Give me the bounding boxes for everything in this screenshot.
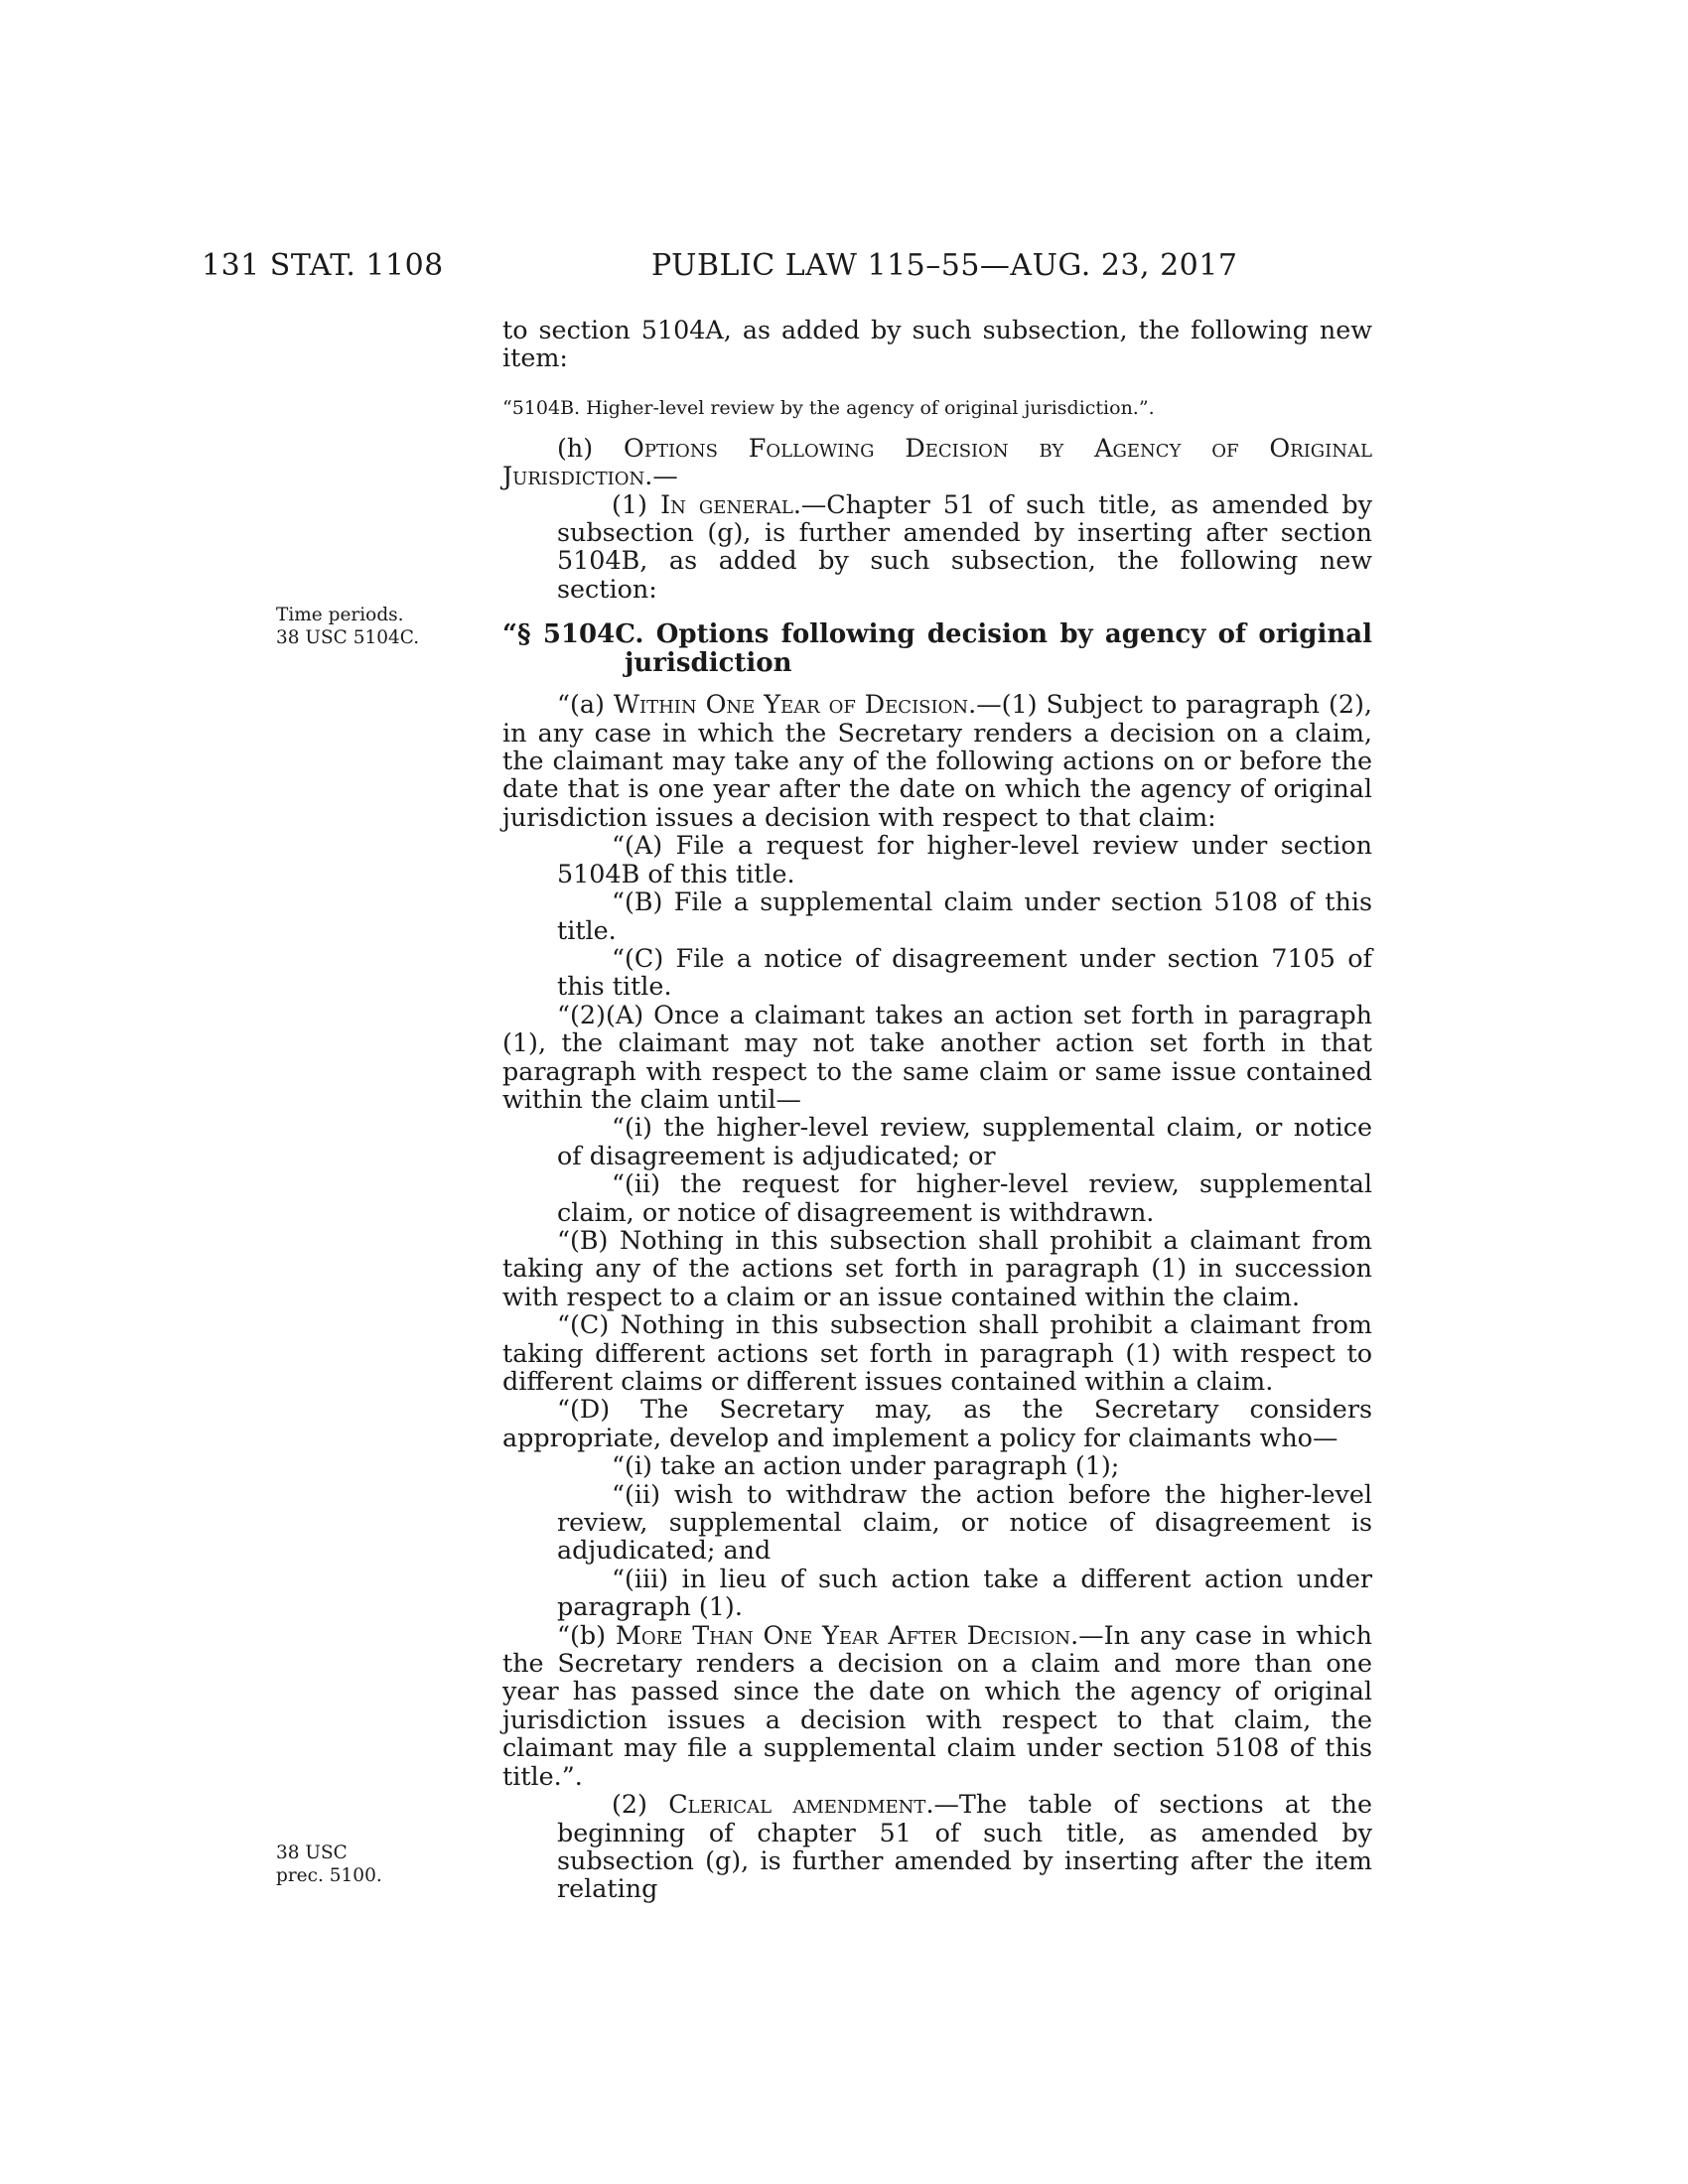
section-5104c-heading: “§ 5104C. Options following decision by agency of original jurisdiction <box>502 619 1372 679</box>
clause-2A-i: “(i) the higher-level review, supplemental claim, or notice of disagreement is adjudicated; or <box>557 1112 1372 1170</box>
item-a-A: “(A) File a request for higher-level review under section 5104B of this title. <box>557 830 1372 888</box>
margin-note-time-periods: Time periods. <box>276 605 404 625</box>
intro-paragraph: to section 5104A, as added by such subsection, the following new item: <box>502 315 1372 373</box>
item-a-B: “(B) File a supplemental claim under section 5108 of this title. <box>557 887 1372 945</box>
subsection-b: “(b) More Than One Year After Decision.—In any case in which the Secretary renders a decision on a claim and more than one year has passed since the date on which the agency of original jurisdiction issues a decision with respect to that claim, the claimant may file a supplemental claim under section 5108 of this title.”. <box>502 1619 1372 1791</box>
subsection-h: (h) Options Following Decision by Agency of Original Jurisdiction.— <box>502 432 1372 491</box>
clause-2D-ii: “(ii) wish to withdraw the action before the higher-level review, supplemental claim, or notice of disagreement is adjudicated; and <box>557 1478 1372 1566</box>
table-item-5104b: “5104B. Higher-level review by the agency of original jurisdiction.”. <box>502 396 1155 419</box>
item-a-C: “(C) File a notice of disagreement under section 7105 of this title. <box>557 942 1372 1002</box>
paragraph-1-in-general: (1) In general.—Chapter 51 of such title, as amended by subsection (g), is further amended by inserting after section 5104B, as added by such subsection, the following new section: <box>557 488 1372 604</box>
margin-note-prec: prec. 5100. <box>276 1865 382 1886</box>
public-law-header: PUBLIC LAW 115–55—AUG. 23, 2017 <box>651 248 1238 283</box>
subsection-a: “(a) Within One Year of Decision.—(1) Subject to paragraph (2), in any case in which the Secretary renders a decision on a claim, the claimant may take any of the following actions on or before the date that is one year after the date on which the agency of original jurisdiction issues a decision with respect to that claim: <box>502 689 1372 832</box>
paragraph-2B: “(B) Nothing in this subsection shall prohibit a claimant from taking any of the actions set forth in paragraph (1) in succession with respect to a claim or an issue contained within the claim. <box>502 1224 1372 1311</box>
document-body <box>502 316 1372 1903</box>
statute-page-number: 131 STAT. 1108 <box>202 248 444 283</box>
clause-2A-ii: “(ii) the request for higher-level review, supplemental claim, or notice of disagreement is withdrawn. <box>557 1168 1372 1227</box>
clause-2D-i: “(i) take an action under paragraph (1); <box>612 1450 1120 1481</box>
margin-note-usc: 38 USC <box>276 1843 348 1863</box>
paragraph-2D: “(D) The Secretary may, as the Secretary considers appropriate, develop and implement a policy for claimants who— <box>502 1394 1372 1452</box>
clause-2D-iii: “(iii) in lieu of such action take a different action under paragraph (1). <box>557 1563 1372 1622</box>
margin-note-usc-5104c: 38 USC 5104C. <box>276 627 420 648</box>
paragraph-2C: “(C) Nothing in this subsection shall prohibit a claimant from taking different actions set forth in paragraph (1) with respect to different claims or different issues contained within a claim. <box>502 1309 1372 1396</box>
paragraph-2A: “(2)(A) Once a claimant takes an action set forth in paragraph (1), the claimant may not take another action set forth in that paragraph with respect to the same claim or same issue contained within the claim until— <box>502 999 1372 1114</box>
paragraph-2-clerical-amendment: (2) Clerical amendment.—The table of sections at the beginning of chapter 51 of such title, as amended by subsection (g), is further amended by inserting after the item relating <box>557 1789 1373 1904</box>
